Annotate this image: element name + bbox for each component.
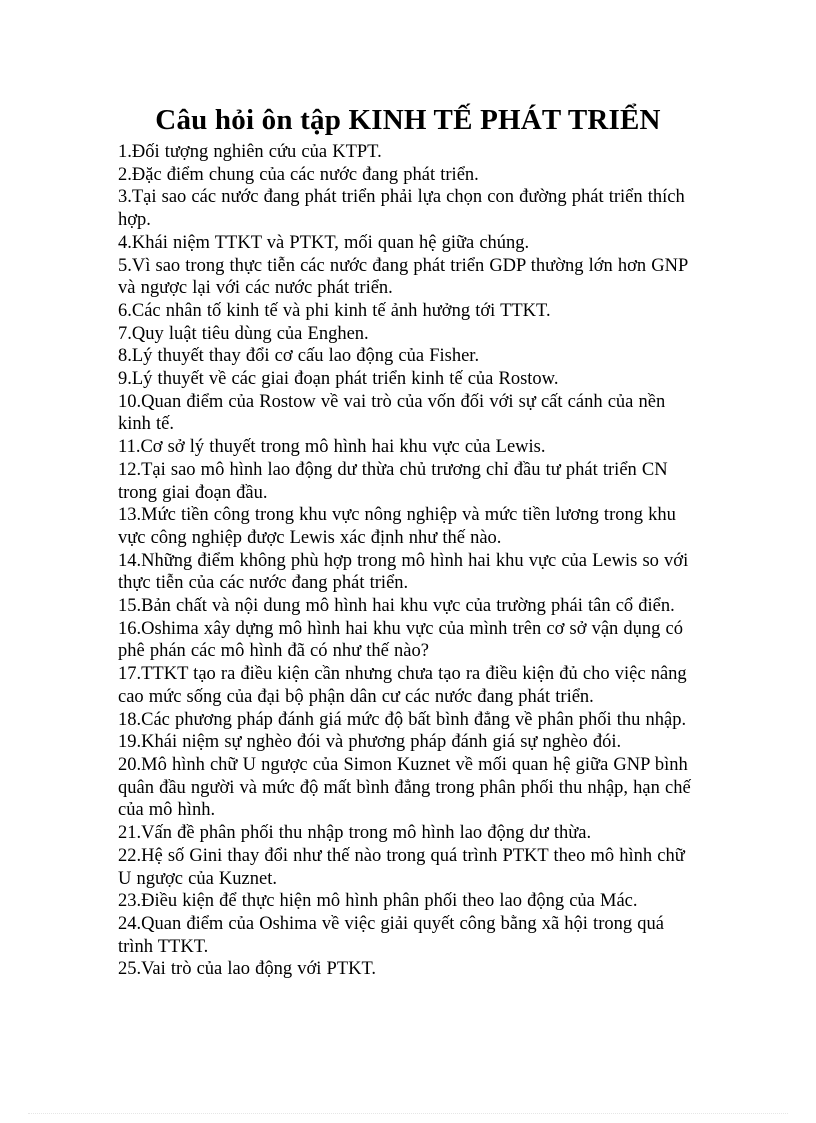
question-item: 11.Cơ sở lý thuyết trong mô hình hai khu vực của Lewis. xyxy=(118,437,546,458)
question-list xyxy=(118,141,698,981)
question-item: 1.Đối tượng nghiên cứu của KTPT. xyxy=(118,142,382,162)
question-item: 13.Mức tiền công trong khu vực nông nghiệp và mức tiền lương trong khu vực công nghiệp được Lewis xác định như thế nào. xyxy=(118,505,676,548)
question-item: 3.Tại sao các nước đang phát triển phải lựa chọn con đường phát triển thích hợp. xyxy=(118,187,685,231)
question-item: 23.Điều kiện để thực hiện mô hình phân phối theo lao động của Mác. xyxy=(118,891,638,912)
question-item: 16.Oshima xây dựng mô hình hai khu vực của mình trên cơ sở vận dụng có phê phán các mô hình đã có như thế nào? xyxy=(118,618,684,662)
question-item: 15.Bản chất và nội dung mô hình hai khu vực của trường phái tân cổ điển. xyxy=(118,596,675,617)
question-item: 9.Lý thuyết về các giai đoạn phát triển kinh tế của Rostow. xyxy=(118,369,559,390)
question-item: 25.Vai trò của lao động với PTKT. xyxy=(118,959,377,980)
question-item: 6.Các nhân tố kinh tế và phi kinh tế ảnh hưởng tới TTKT. xyxy=(118,300,551,321)
question-item: 19.Khái niệm sự nghèo đói và phương pháp đánh giá sự nghèo đói. xyxy=(118,732,622,753)
page-bottom-divider xyxy=(28,1113,788,1114)
question-item: 7.Quy luật tiêu dùng của Enghen. xyxy=(118,323,369,344)
question-item: 12.Tại sao mô hình lao động dư thừa chủ trương chỉ đầu tư phát triển CN trong giai đoạn đầu. xyxy=(118,459,668,503)
question-item: 24.Quan điểm của Oshima về việc giải quyết công bằng xã hội trong quá trình TTKT. xyxy=(118,913,664,957)
question-item: 17.TTKT tạo ra điều kiện cần nhưng chưa tạo ra điều kiện đủ cho việc nâng cao mức sống của đại bộ phận dân cư các nước đang phát triển. xyxy=(118,664,687,707)
question-item: 5.Vì sao trong thực tiễn các nước đang phát triển GDP thường lớn hơn GNP và ngược lại với các nước phát triển. xyxy=(118,255,688,299)
question-item: 4.Khái niệm TTKT và PTKT, mối quan hệ giữa chúng. xyxy=(118,232,530,253)
question-item: 18.Các phương pháp đánh giá mức độ bất bình đẳng về phân phối thu nhập. xyxy=(118,709,687,730)
question-item: 8.Lý thuyết thay đổi cơ cấu lao động của Fisher. xyxy=(118,346,480,367)
question-item: 21.Vấn đề phân phối thu nhập trong mô hình lao động dư thừa. xyxy=(118,823,592,844)
question-item: 20.Mô hình chữ U ngược của Simon Kuznet về mối quan hệ giữa GNP bình quân đầu người và mức độ mất bình đẳng trong phân phối thu nhập, hạn chế của mô hình. xyxy=(118,754,691,821)
question-item: 2.Đặc điểm chung của các nước đang phát triển. xyxy=(118,164,479,185)
question-item: 14.Những điểm không phù hợp trong mô hình hai khu vực của Lewis so với thực tiễn của các nước đang phát triển. xyxy=(118,550,689,594)
question-item: 10.Quan điểm của Rostow về vai trò của vốn đối với sự cất cánh của nền kinh tế. xyxy=(118,391,666,435)
document-title: Câu hỏi ôn tập KINH TẾ PHÁT TRIỂN xyxy=(155,104,661,136)
question-item: 22.Hệ số Gini thay đổi như thế nào trong quá trình PTKT theo mô hình chữ U ngược của Kuznet. xyxy=(118,845,685,889)
